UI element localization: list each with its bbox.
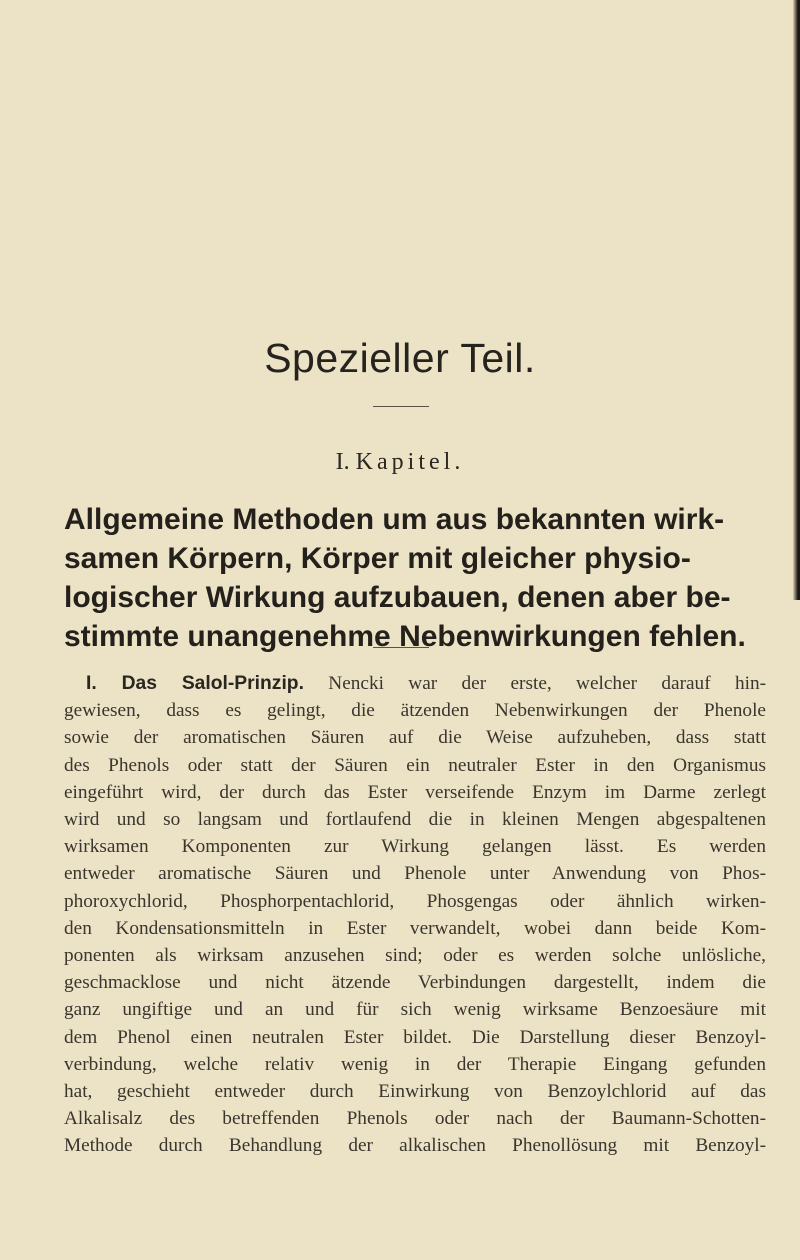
body-line: verbindung, welche relativ wenig in der Therapie Eingang gefunden (64, 1053, 766, 1075)
body-line: phoroxychlorid, Phosphorpentachlorid, Phosgengas oder ähnlich wirken- (64, 890, 766, 912)
heading-line: stimmte unangenehme Nebenwirkungen fehlen. (64, 620, 746, 653)
body-line: eingeführt wird, der durch das Ester verseifende Enzym im Darme zerlegt (64, 781, 766, 803)
page-title: Spezieller Teil. (264, 335, 536, 381)
chapter-label (0, 447, 800, 477)
body-line: ponenten als wirksam anzusehen sind; oder es werden solche unlösliche, (64, 945, 766, 967)
page-edge-shadow (793, 0, 800, 600)
body-line: Methode durch Behandlung der alkalischen Phenollösung mit Benzoyl- (64, 1135, 766, 1157)
chapter-heading (64, 500, 764, 656)
body-line: hat, geschieht entweder durch Einwirkung von Benzoylchlorid auf das (64, 1081, 766, 1103)
body-line: ganz ungiftige und an und für sich wenig wirksame Benzoesäure mit (64, 999, 766, 1021)
body-line: entweder aromatische Säuren und Phenole unter Anwendung von Phos- (64, 863, 766, 885)
body-line: dem Phenol einen neutralen Ester bildet. Die Darstellung dieser Benzoyl- (64, 1026, 766, 1048)
body-line: des Phenols oder statt der Säuren ein neutraler Ester in den Organismus (64, 754, 766, 776)
body-line: wirksamen Komponenten zur Wirkung gelangen lässt. Es werden (64, 836, 766, 858)
section-label: I. Das Salol-Prinzip. (86, 673, 304, 694)
first-line-text: Nencki war der erste, welcher darauf hin- (328, 673, 767, 694)
body-line: gewiesen, dass es gelingt, die ätzenden Nebenwirkungen der Phenole (64, 700, 766, 722)
body-line: sowie der aromatischen Säuren auf die Weise aufzuheben, dass statt (64, 727, 766, 749)
chapter-word: Kapitel. (355, 449, 465, 475)
heading-divider (373, 647, 429, 648)
body-line: Alkalisalz des betreffenden Phenols oder nach der Baumann-Schotten- (64, 1108, 766, 1130)
heading-line: samen Körpern, Körper mit gleicher physio- (64, 542, 691, 575)
chapter-number: I. (335, 449, 350, 475)
body-line: geschmacklose und nicht ätzende Verbindungen dargestellt, indem die (64, 972, 766, 994)
body-text (64, 670, 766, 1160)
body-line: wird und so langsam und fortlaufend die in kleinen Mengen abgespaltenen (64, 809, 766, 831)
body-line (64, 670, 766, 697)
heading-line: Allgemeine Methoden um aus bekannten wirk- (64, 503, 725, 536)
title-divider (373, 406, 429, 407)
heading-line: logischer Wirkung aufzubauen, denen aber be- (64, 581, 731, 614)
body-line: den Kondensationsmitteln in Ester verwandelt, wobei dann beide Kom- (64, 917, 766, 939)
